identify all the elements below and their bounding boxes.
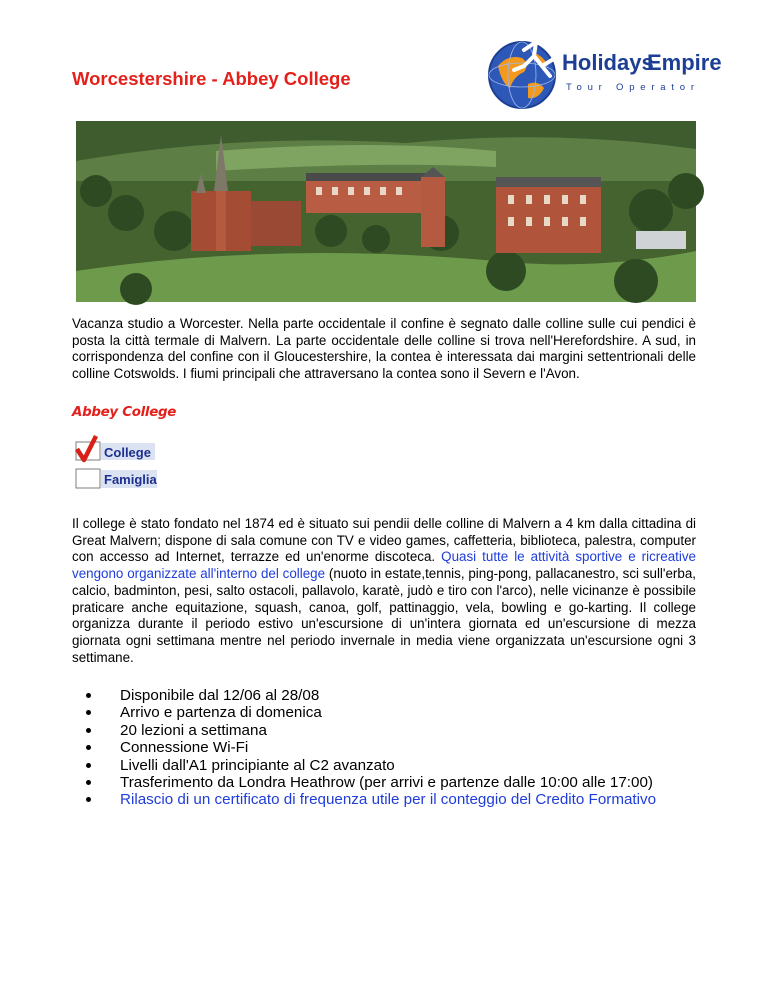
feature-text: Connessione Wi-Fi — [120, 739, 249, 757]
logo-brand-word-2: Empire — [647, 50, 722, 75]
page-title: Worcestershire - Abbey College — [72, 68, 351, 89]
feature-text: Trasferimento da Londra Heathrow (per arrivi e partenze dalle 10:00 alle 17:00) — [120, 774, 653, 792]
bullet-icon — [86, 780, 91, 785]
college-campus-photo — [76, 121, 696, 302]
logo-tagline: Tour Operator — [566, 82, 694, 93]
intro-paragraph: Vacanza studio a Worcester. Nella parte occidentale il confine è segnato dalle colline sulle cui pendici è posta la città termale di Malvern. La parte occidentale delle colline si trova nell'Herefordshire. A sud, in corrispondenza del confine con il Gloucestershire, la contea è interessata dai margini settentrionali delle colline Cotswolds. I fiumi principali che attraversano la contea sono il Severn e l'Avon. — [72, 316, 696, 382]
features-list — [72, 687, 656, 809]
list-item — [72, 774, 656, 791]
feature-text: Arrivo e partenza di domenica — [120, 704, 322, 722]
list-item — [72, 722, 656, 739]
list-item — [72, 791, 656, 808]
section-heading: Abbey College — [72, 405, 177, 420]
accommodation-label-college: College — [104, 445, 151, 460]
bullet-icon — [86, 710, 91, 715]
holidays-empire-logo — [484, 36, 722, 114]
globe-runner-icon — [489, 35, 555, 108]
accommodation-option-college — [76, 436, 155, 460]
feature-text: Livelli dall'A1 principiante al C2 avanzato — [120, 756, 395, 774]
feature-text: 20 lezioni a settimana — [120, 721, 267, 739]
accommodation-label-famiglia: Famiglia — [104, 472, 157, 487]
bullet-icon — [86, 763, 91, 768]
description-text-2: (nuoto in estate,tennis, ping-pong, pallacanestro, sci sull'erba, calcio, badminton, pesi, salto ostacoli, pallavolo, karatè, judò e tiro con l'arco), nelle vicinanze è possibile praticare anche equitazione, squash, canoa, golf, pattinaggio, vela, bowling e go-karting. Il college organizza durante il periodo estivo un'escursione di un'intera giornata ed un'escursione di mezza giornata ogni settimana mentre nel periodo invernale in media viene organizzata un'escursione ogni 3 settimane. — [72, 566, 696, 665]
description-text-1: Il college è stato fondato nel 1874 ed è situato sui pendii delle colline di Malvern a 4 km dalla cittadina di Great Malvern; dispone di sala comune con TV e video games, caffetteria, biblioteca, palestra, computer con accesso ad Internet, terrazze ed un'enorme discoteca. — [72, 516, 696, 565]
logo-brand-word-1: Holidays — [562, 50, 654, 75]
feature-text: Disponibile dal 12/06 al 28/08 — [120, 687, 320, 704]
description-activities-link[interactable]: Quasi tutte le attività sportive e ricreative vengono organizzate all'interno del college — [72, 549, 696, 582]
list-item — [72, 757, 656, 774]
accommodation-options — [74, 436, 174, 494]
college-description — [72, 516, 696, 666]
list-item — [72, 704, 656, 721]
accommodation-option-famiglia — [76, 469, 158, 488]
feature-certificate-link[interactable]: Rilascio di un certificato di frequenza utile per il conteggio del Credito Formativo — [120, 791, 657, 809]
list-item — [72, 687, 656, 704]
bullet-icon — [86, 745, 91, 750]
bullet-icon — [86, 693, 91, 698]
bullet-icon — [86, 728, 91, 733]
list-item — [72, 739, 656, 756]
bullet-icon — [86, 797, 91, 802]
